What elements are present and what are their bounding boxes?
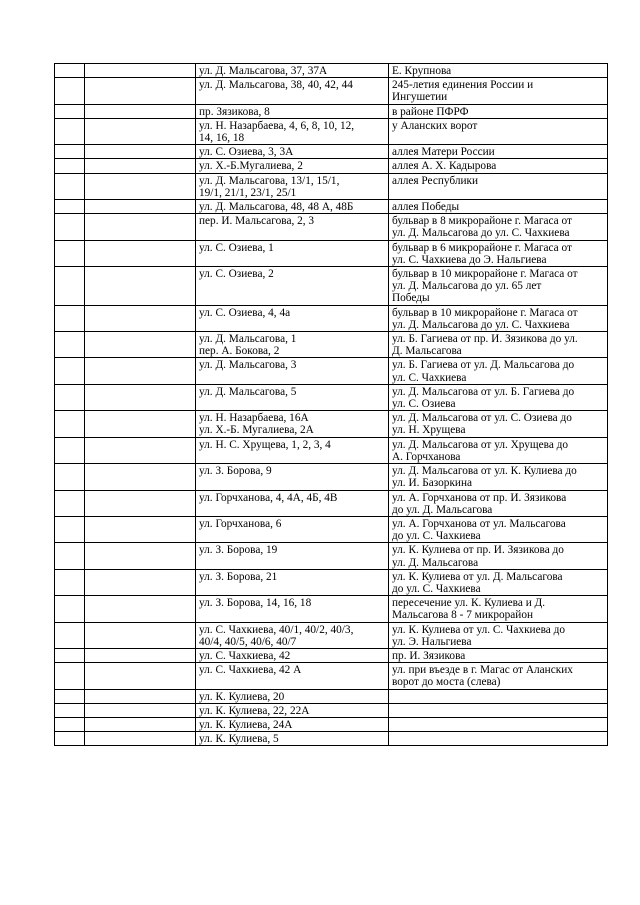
location-cell xyxy=(389,732,608,746)
number-cell xyxy=(55,411,85,437)
number-cell xyxy=(55,689,85,703)
address-line: ул. К. Кулиева, 5 xyxy=(199,733,279,746)
blank-cell xyxy=(85,689,196,703)
number-cell xyxy=(55,267,85,306)
table-row xyxy=(55,703,608,717)
location-cell xyxy=(389,490,608,516)
blank-cell xyxy=(85,464,196,490)
address-cell xyxy=(196,200,389,214)
blank-cell xyxy=(85,78,196,104)
number-cell xyxy=(55,64,85,78)
address-line: ул. С. Озиева, 1 xyxy=(199,241,274,254)
blank-cell xyxy=(85,663,196,689)
number-cell xyxy=(55,703,85,717)
address-cell xyxy=(196,78,389,104)
address-cell xyxy=(196,118,389,144)
address-line: пр. Зязикова, 8 xyxy=(199,105,270,118)
blank-cell xyxy=(85,64,196,78)
blank-cell xyxy=(85,267,196,306)
blank-cell xyxy=(85,358,196,384)
number-cell xyxy=(55,648,85,662)
table-row xyxy=(55,64,608,78)
number-cell xyxy=(55,490,85,516)
address-cell xyxy=(196,437,389,463)
address-line: ул. Х.-Б.Мугалиева, 2 xyxy=(199,160,303,173)
table-row xyxy=(55,596,608,622)
address-cell xyxy=(196,516,389,542)
blank-cell xyxy=(85,118,196,144)
address-line: ул. Д. Мальсагова, 38, 40, 42, 44 xyxy=(199,79,353,92)
table-row xyxy=(55,240,608,266)
number-cell xyxy=(55,663,85,689)
location-cell xyxy=(389,64,608,78)
table-row xyxy=(55,159,608,173)
table-row xyxy=(55,104,608,118)
blank-cell xyxy=(85,543,196,569)
address-cell xyxy=(196,104,389,118)
address-cell xyxy=(196,64,389,78)
location-line: Мальсагова 8 - 7 микрорайон xyxy=(392,609,534,622)
address-cell xyxy=(196,464,389,490)
address-cell xyxy=(196,384,389,410)
location-line: ул. Д. Мальсагова до ул. С. Чахкиева xyxy=(392,227,570,240)
address-line: ул. Д. Мальсагова, 13/1, 15/1, xyxy=(199,174,340,187)
address-cell xyxy=(196,267,389,306)
address-line: ул. З. Борова, 19 xyxy=(199,544,278,557)
blank-cell xyxy=(85,145,196,159)
location-line: ул. И. Базоркина xyxy=(392,477,473,490)
location-line: ул. С. Чахкиева xyxy=(392,371,467,384)
address-line: ул. С. Чахкиева, 42 А xyxy=(199,664,302,677)
location-line: ул. Б. Гагиева от ул. Д. Мальсагова до xyxy=(392,359,575,372)
table-row xyxy=(55,732,608,746)
location-line: ул. Д. Мальсагова от ул. К. Кулиева до xyxy=(392,465,577,478)
location-cell xyxy=(389,596,608,622)
blank-cell xyxy=(85,703,196,717)
location-cell xyxy=(389,118,608,144)
location-cell xyxy=(389,78,608,104)
address-line: ул. С. Озиева, 4, 4а xyxy=(199,306,291,319)
table-row xyxy=(55,689,608,703)
location-line: пр. И. Зязикова xyxy=(392,649,466,662)
number-cell xyxy=(55,332,85,358)
table-row xyxy=(55,717,608,731)
location-cell xyxy=(389,543,608,569)
location-line: ул. К. Кулиева от ул. С. Чахкиева до xyxy=(392,623,566,636)
location-line: аллея Матери России xyxy=(392,146,495,159)
blank-cell xyxy=(85,717,196,731)
location-line: до ул. Д. Мальсагова xyxy=(392,503,493,516)
location-cell xyxy=(389,622,608,648)
address-cell xyxy=(196,490,389,516)
location-line: ул. Д. Мальсагова от ул. С. Озиева до xyxy=(392,412,572,425)
address-line: ул. К. Кулиева, 24А xyxy=(199,718,293,731)
address-cell xyxy=(196,173,389,199)
address-line: ул. Д. Мальсагова, 3 xyxy=(199,359,297,372)
number-cell xyxy=(55,118,85,144)
number-cell xyxy=(55,717,85,731)
address-cell xyxy=(196,648,389,662)
location-line: ул. Д. Мальсагова xyxy=(392,556,479,569)
table-row xyxy=(55,411,608,437)
address-line: ул. С. Озиева, 3, 3А xyxy=(199,146,294,159)
address-cell xyxy=(196,732,389,746)
location-cell xyxy=(389,569,608,595)
number-cell xyxy=(55,596,85,622)
table-body xyxy=(55,64,608,746)
number-cell xyxy=(55,200,85,214)
table-row xyxy=(55,305,608,331)
address-cell xyxy=(196,305,389,331)
address-cell xyxy=(196,358,389,384)
table-row xyxy=(55,384,608,410)
number-cell xyxy=(55,622,85,648)
address-line: ул. Н. Назарбаева, 4, 6, 8, 10, 12, xyxy=(199,119,355,132)
location-cell xyxy=(389,332,608,358)
address-cell xyxy=(196,596,389,622)
address-line: ул. Н. С. Хрущева, 1, 2, 3, 4 xyxy=(199,438,331,451)
table-row xyxy=(55,332,608,358)
location-line: Победы xyxy=(392,292,430,305)
address-line: ул. Д. Мальсагова, 1 xyxy=(199,333,297,346)
table-row xyxy=(55,622,608,648)
address-line: ул. К. Кулиева, 20 xyxy=(199,690,285,703)
table-row xyxy=(55,267,608,306)
table-row xyxy=(55,437,608,463)
blank-cell xyxy=(85,240,196,266)
table-row xyxy=(55,145,608,159)
blank-cell xyxy=(85,569,196,595)
address-cell xyxy=(196,332,389,358)
location-line: ул. К. Кулиева от ул. Д. Мальсагова xyxy=(392,570,563,583)
location-cell xyxy=(389,305,608,331)
location-cell xyxy=(389,689,608,703)
location-line: бульвар в 10 микрорайоне г. Магаса от xyxy=(392,268,578,281)
address-line: ул. Горчханова, 6 xyxy=(199,517,282,530)
location-line: бульвар в 8 микрорайоне г. Магаса от xyxy=(392,215,572,228)
location-line: у Аланских ворот xyxy=(392,119,478,132)
table-row xyxy=(55,118,608,144)
location-cell xyxy=(389,516,608,542)
address-line: ул. Д. Мальсагова, 37, 37А xyxy=(199,65,328,77)
location-line: ул. Д. Мальсагова от ул. Хрущева до xyxy=(392,438,569,451)
address-cell xyxy=(196,145,389,159)
location-line: 245-летия единения России и xyxy=(392,79,534,92)
number-cell xyxy=(55,173,85,199)
location-line: Е. Крупнова xyxy=(392,65,452,77)
location-line: до ул. С. Чахкиева xyxy=(392,582,481,595)
location-line: ул. при въезде в г. Магас от Аланских xyxy=(392,664,573,677)
number-cell xyxy=(55,464,85,490)
address-cell xyxy=(196,663,389,689)
number-cell xyxy=(55,305,85,331)
address-cell xyxy=(196,159,389,173)
location-cell xyxy=(389,717,608,731)
blank-cell xyxy=(85,648,196,662)
location-line: ул. Б. Гагиева от пр. И. Зязикова до ул. xyxy=(392,333,578,346)
blank-cell xyxy=(85,411,196,437)
blank-cell xyxy=(85,159,196,173)
blank-cell xyxy=(85,214,196,240)
location-cell xyxy=(389,464,608,490)
table-row xyxy=(55,173,608,199)
address-cell xyxy=(196,703,389,717)
location-line: Ингушетии xyxy=(392,91,448,104)
location-line: ул. А. Горчханова от ул. Мальсагова xyxy=(392,517,566,530)
number-cell xyxy=(55,384,85,410)
table-row xyxy=(55,569,608,595)
blank-cell xyxy=(85,305,196,331)
number-cell xyxy=(55,732,85,746)
location-cell xyxy=(389,173,608,199)
address-line: ул. З. Борова, 21 xyxy=(199,570,278,583)
address-line: ул. Д. Мальсагова, 48, 48 А, 48Б xyxy=(199,201,354,214)
number-cell xyxy=(55,78,85,104)
number-cell xyxy=(55,358,85,384)
blank-cell xyxy=(85,200,196,214)
address-cell xyxy=(196,717,389,731)
location-line: бульвар в 6 микрорайоне г. Магаса от xyxy=(392,241,572,254)
table-row xyxy=(55,358,608,384)
address-line: пер. И. Мальсагова, 2, 3 xyxy=(199,215,315,228)
address-line: 19/1, 21/1, 23/1, 25/1 xyxy=(199,186,297,199)
address-cell xyxy=(196,622,389,648)
number-cell xyxy=(55,516,85,542)
table-row xyxy=(55,464,608,490)
blank-cell xyxy=(85,732,196,746)
location-cell xyxy=(389,145,608,159)
location-line: ул. Д. Мальсагова до ул. 65 лет xyxy=(392,280,542,293)
blank-cell xyxy=(85,596,196,622)
address-line: ул. З. Борова, 14, 16, 18 xyxy=(199,597,312,610)
table-row xyxy=(55,648,608,662)
location-cell xyxy=(389,663,608,689)
location-line: ул. С. Озиева xyxy=(392,398,456,411)
location-cell xyxy=(389,104,608,118)
address-cell xyxy=(196,689,389,703)
location-line: ул. Д. Мальсагова от ул. Б. Гагиева до xyxy=(392,385,575,398)
location-line: аллея А. Х. Кадырова xyxy=(392,160,497,173)
location-cell xyxy=(389,159,608,173)
table-row xyxy=(55,663,608,689)
location-line: до ул. С. Чахкиева xyxy=(392,530,481,543)
location-cell xyxy=(389,437,608,463)
table-row xyxy=(55,543,608,569)
location-cell xyxy=(389,267,608,306)
address-line: ул. Н. Назарбаева, 16А xyxy=(199,412,309,425)
blank-cell xyxy=(85,104,196,118)
location-cell xyxy=(389,648,608,662)
address-line: ул. С. Озиева, 2 xyxy=(199,268,274,281)
location-line: ул. Э. Нальгиева xyxy=(392,635,472,648)
table-row xyxy=(55,200,608,214)
location-cell xyxy=(389,200,608,214)
address-cell xyxy=(196,543,389,569)
table-row xyxy=(55,78,608,104)
location-line: аллея Победы xyxy=(392,201,460,214)
location-cell xyxy=(389,358,608,384)
location-cell xyxy=(389,384,608,410)
location-line: ул. К. Кулиева от пр. И. Зязикова до xyxy=(392,544,564,557)
location-cell xyxy=(389,240,608,266)
location-cell xyxy=(389,411,608,437)
number-cell xyxy=(55,214,85,240)
number-cell xyxy=(55,145,85,159)
blank-cell xyxy=(85,384,196,410)
address-cell xyxy=(196,214,389,240)
address-line: ул. З. Борова, 9 xyxy=(199,465,272,478)
blank-cell xyxy=(85,437,196,463)
blank-cell xyxy=(85,173,196,199)
address-cell xyxy=(196,411,389,437)
blank-cell xyxy=(85,490,196,516)
address-table xyxy=(54,63,608,746)
address-cell xyxy=(196,569,389,595)
address-line: пер. А. Бокова, 2 xyxy=(199,345,280,358)
location-line: аллея Республики xyxy=(392,174,479,187)
number-cell xyxy=(55,437,85,463)
location-line: ул. Н. Хрущева xyxy=(392,424,466,437)
location-line: ул. А. Горчханова от пр. И. Зязикова xyxy=(392,491,567,504)
address-cell xyxy=(196,240,389,266)
table-row xyxy=(55,214,608,240)
location-line: Д. Мальсагова xyxy=(392,345,462,358)
location-line: ул. С. Чахкиева до Э. Нальгиева xyxy=(392,253,547,266)
location-line: А. Горчханова xyxy=(392,450,461,463)
address-line: ул. С. Чахкиева, 42 xyxy=(199,649,291,662)
number-cell xyxy=(55,569,85,595)
address-line: 14, 16, 18 xyxy=(199,132,245,145)
number-cell xyxy=(55,159,85,173)
location-line: бульвар в 10 микрорайоне г. Магаса от xyxy=(392,306,578,319)
location-cell xyxy=(389,214,608,240)
number-cell xyxy=(55,543,85,569)
table-row xyxy=(55,516,608,542)
table-row xyxy=(55,490,608,516)
location-cell xyxy=(389,703,608,717)
blank-cell xyxy=(85,622,196,648)
address-line: ул. Д. Мальсагова, 5 xyxy=(199,385,297,398)
address-line: ул. Х.-Б. Мугалиева, 2А xyxy=(199,424,314,437)
location-line: в районе ПФРФ xyxy=(392,105,469,118)
blank-cell xyxy=(85,516,196,542)
address-line: ул. Горчханова, 4, 4А, 4Б, 4В xyxy=(199,491,338,504)
address-line: ул. С. Чахкиева, 40/1, 40/2, 40/3, xyxy=(199,623,354,636)
address-line: ул. К. Кулиева, 22, 22А xyxy=(199,704,310,717)
blank-cell xyxy=(85,332,196,358)
location-line: ворот до моста (слева) xyxy=(392,676,501,689)
location-line: ул. Д. Мальсагова до ул. С. Чахкиева xyxy=(392,318,570,331)
address-line: 40/4, 40/5, 40/6, 40/7 xyxy=(199,635,297,648)
number-cell xyxy=(55,104,85,118)
number-cell xyxy=(55,240,85,266)
location-line: пересечение ул. К. Кулиева и Д. xyxy=(392,597,546,610)
